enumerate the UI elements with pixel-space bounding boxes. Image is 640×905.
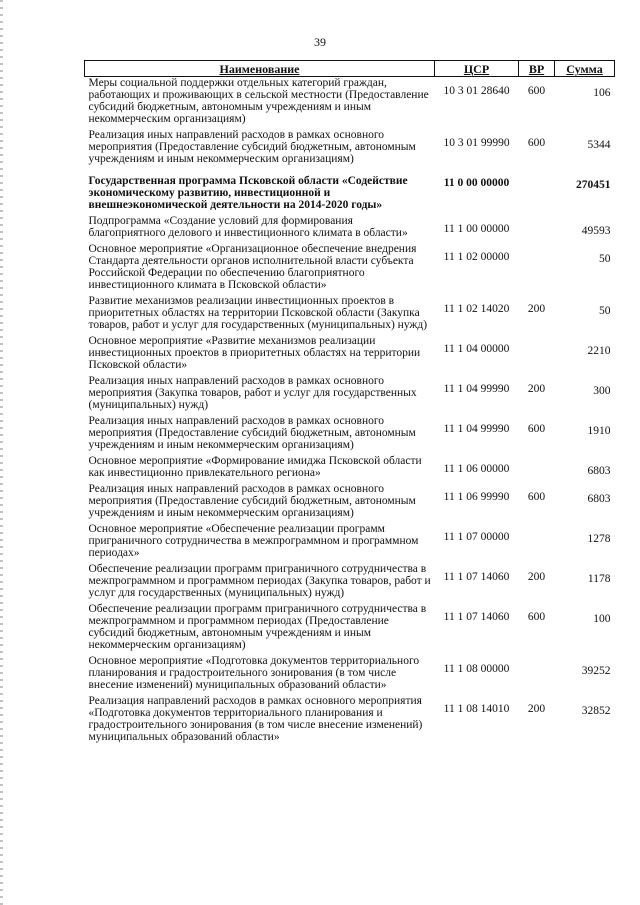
row-csr: 11 1 04 00000 bbox=[443, 343, 510, 355]
row-name: Основное мероприятие «Формирование имиджа Псковской области как инвестиционно привлекательного региона» bbox=[88, 455, 422, 479]
row-sum: 50 bbox=[599, 253, 611, 265]
row-vr: 600 bbox=[527, 611, 546, 623]
row-name: Реализация иных направлений расходов в рамках основного мероприятия (Предоставление субсидий бюджетным, автономным учреждениям и иным некоммерческим организациям) bbox=[88, 129, 416, 165]
row-csr: 10 3 01 28640 bbox=[443, 85, 510, 97]
row-sum: 106 bbox=[593, 87, 611, 99]
table-row bbox=[85, 523, 615, 563]
row-vr: 600 bbox=[527, 137, 546, 149]
row-sum: 2210 bbox=[587, 345, 611, 357]
row-name: Обеспечение реализации программ приграничного сотрудничества в межпрограммном и программном периодах (Закупка товаров, работ и услуг для государственных (муниципальных) нужд) bbox=[88, 563, 431, 599]
row-sum: 5344 bbox=[587, 139, 611, 151]
row-vr bbox=[519, 215, 555, 243]
row-name: Реализация направлений расходов в рамках основного мероприятия «Подготовка документов территориального планирования и градостроительного зонирования (в том числе внесение изменений) муниципальных образований области» bbox=[88, 695, 423, 743]
row-csr: 11 1 06 00000 bbox=[443, 463, 510, 475]
row-name: Обеспечение реализации программ приграничного сотрудничества в межпрограммном и программном периодах (Предоставление субсидий бюджетным, автономным учреждениям и иным некоммерческим организациям) bbox=[88, 603, 427, 651]
table-row bbox=[85, 243, 615, 295]
header-name: Наименование bbox=[85, 61, 435, 77]
table-row bbox=[85, 295, 615, 335]
row-csr: 11 1 07 00000 bbox=[443, 531, 510, 543]
row-csr: 11 1 08 14010 bbox=[443, 703, 510, 715]
row-csr: 11 1 08 00000 bbox=[443, 663, 510, 675]
row-vr bbox=[519, 655, 555, 695]
row-vr: 600 bbox=[527, 423, 546, 435]
row-vr: 600 bbox=[527, 491, 546, 503]
row-name: Развитие механизмов реализации инвестиционных проектов в приоритетных областях на территории Псковской области (Закупка товаров, работ и услуг для государственных (муниципальных) нужд) bbox=[88, 295, 428, 331]
row-vr: 200 bbox=[527, 383, 546, 395]
table-row bbox=[85, 335, 615, 375]
table-row bbox=[85, 415, 615, 455]
row-name: Реализация иных направлений расходов в рамках основного мероприятия (Предоставление субсидий бюджетным, автономным учреждениям и иным некоммерческим организациям) bbox=[88, 483, 416, 519]
table-row bbox=[85, 603, 615, 655]
row-name: Подпрограмма «Создание условий для формирования благоприятного делового и инвестиционного климата в области» bbox=[88, 215, 408, 239]
row-csr: 11 1 07 14060 bbox=[443, 571, 510, 583]
row-vr bbox=[519, 243, 555, 295]
row-sum: 50 bbox=[599, 305, 611, 317]
scan-edge-marks bbox=[0, 0, 3, 905]
table-row bbox=[85, 375, 615, 415]
row-name: Основное мероприятие «Обеспечение реализации программ приграничного сотрудничества в межпрограммном и программном периодах» bbox=[88, 523, 419, 559]
row-name: Основное мероприятие «Организационное обеспечение внедрения Стандарта деятельности органов исполнительной власти субъекта Российской Федерации по обеспечению благоприятного инвестиционного климата в Псковской области» bbox=[88, 243, 417, 291]
row-name: Меры социальной поддержки отдельных категорий граждан, работающих и проживающих в сельской местности (Предоставление субсидий бюджетным, автономным учреждениям и иным некоммерческим организациям) bbox=[88, 77, 429, 125]
budget-table bbox=[84, 60, 615, 747]
row-sum: 6803 bbox=[587, 465, 611, 477]
row-sum: 32852 bbox=[581, 705, 611, 717]
row-csr: 11 1 07 14060 bbox=[443, 611, 510, 623]
row-name: Реализация иных направлений расходов в рамках основного мероприятия (Предоставление субсидий бюджетным, автономным учреждениям и иным некоммерческим организациям) bbox=[88, 415, 416, 451]
row-sum: 100 bbox=[593, 613, 611, 625]
row-sum: 300 bbox=[593, 385, 611, 397]
row-csr: 11 1 00 00000 bbox=[443, 223, 510, 235]
row-csr: 10 3 01 99990 bbox=[443, 137, 510, 149]
row-csr: 11 1 04 99990 bbox=[443, 423, 510, 435]
row-sum: 6803 bbox=[587, 493, 611, 505]
row-name: Государственная программа Псковской области «Содействие экономическому развитию, инвестиционной и внешнеэкономической деятельности на 2014-2020 годы» bbox=[88, 175, 408, 211]
row-sum: 270451 bbox=[576, 179, 611, 191]
table-row bbox=[85, 77, 615, 130]
header-vr: ВР bbox=[519, 61, 555, 77]
header-csr: ЦСР bbox=[435, 61, 519, 77]
table-row bbox=[85, 483, 615, 523]
table-row bbox=[85, 695, 615, 747]
row-sum: 1278 bbox=[587, 533, 611, 545]
table-row bbox=[85, 655, 615, 695]
row-name: Реализация иных направлений расходов в рамках основного мероприятия (Закупка товаров, работ и услуг для государственных (муниципальных) нужд) bbox=[88, 375, 417, 411]
row-vr: 200 bbox=[527, 571, 546, 583]
table-row bbox=[85, 215, 615, 243]
row-vr: 200 bbox=[527, 703, 546, 715]
row-csr: 11 1 02 00000 bbox=[443, 251, 510, 263]
row-csr: 11 0 00 00000 bbox=[443, 177, 510, 189]
table-row bbox=[85, 455, 615, 483]
table-row bbox=[85, 129, 615, 169]
row-csr: 11 1 04 99990 bbox=[443, 383, 510, 395]
row-sum: 39252 bbox=[581, 665, 611, 677]
row-sum: 49593 bbox=[581, 225, 611, 237]
row-name: Основное мероприятие «Развитие механизмов реализации инвестиционных проектов в приоритетных областях на территории Псковской области» bbox=[88, 335, 421, 371]
header-sum: Сумма bbox=[555, 61, 615, 77]
table-row bbox=[85, 169, 615, 215]
table-row bbox=[85, 563, 615, 603]
row-vr: 600 bbox=[527, 85, 546, 97]
page-number: 39 bbox=[314, 35, 326, 49]
row-vr bbox=[519, 455, 555, 483]
row-csr: 11 1 02 14020 bbox=[443, 303, 510, 315]
row-vr bbox=[519, 169, 555, 215]
row-vr: 200 bbox=[527, 303, 546, 315]
row-vr bbox=[519, 335, 555, 375]
row-name: Основное мероприятие «Подготовка документов территориального планирования и градостроительного зонирования (в том числе внесение изменений) муниципальных образований области» bbox=[88, 655, 420, 691]
row-sum: 1910 bbox=[587, 425, 611, 437]
row-sum: 1178 bbox=[587, 573, 611, 585]
table-header-row bbox=[85, 61, 615, 77]
row-vr bbox=[519, 523, 555, 563]
row-csr: 11 1 06 99990 bbox=[443, 491, 510, 503]
